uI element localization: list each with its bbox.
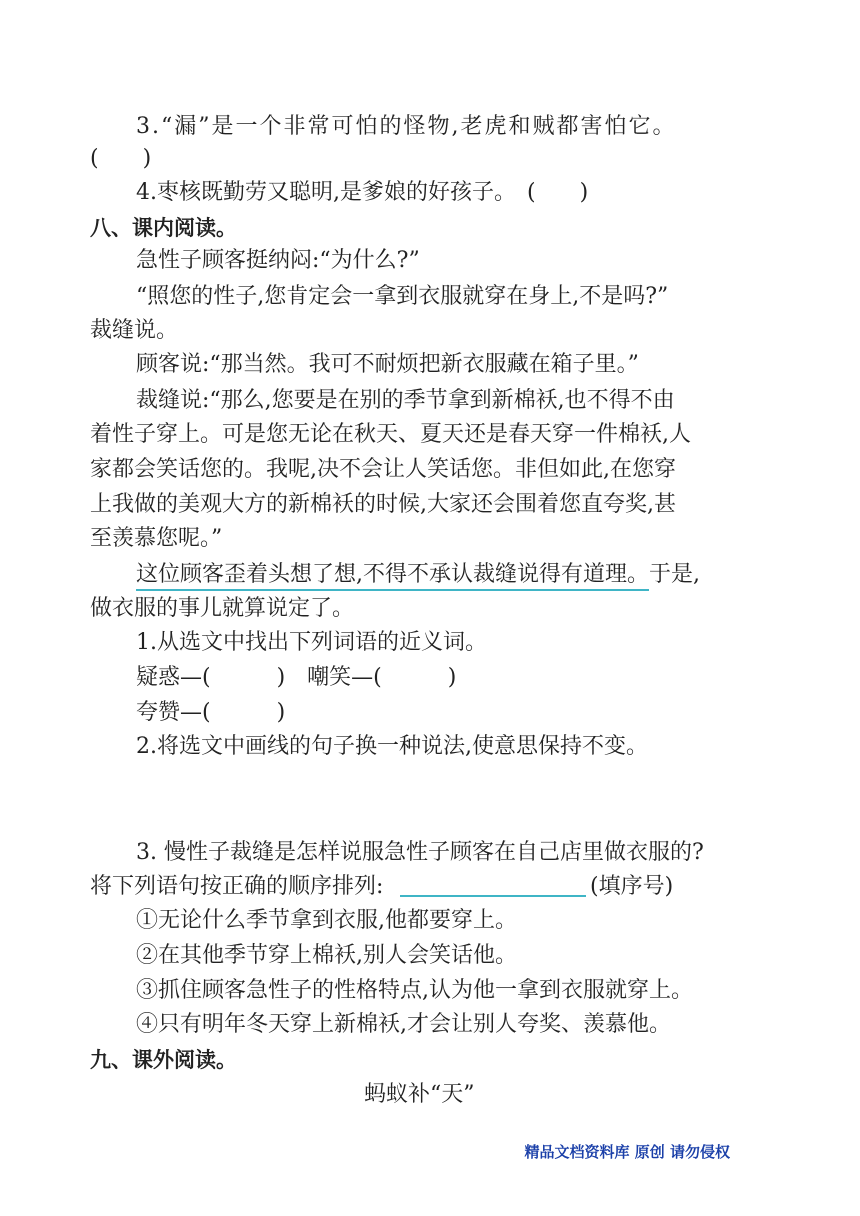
reading-title: 蚂蚁补“天” [364, 1082, 475, 1107]
passage-p1: 急性子顾客挺纳闷:“为什么?” [136, 248, 420, 273]
passage-p5-line2: 做衣服的事儿就算说定了。 [90, 596, 355, 621]
passage-p4-line5: 至羡慕您呢。” [90, 526, 223, 551]
passage-p4-line3: 家都会笑话您的。我呢,决不会让人笑话您。非但如此,在您穿 [90, 457, 676, 482]
section-9-heading: 九、课外阅读。 [90, 1048, 237, 1072]
option-4: ④只有明年冬天穿上新棉袄,才会让别人夸奖、羡慕他。 [136, 1012, 671, 1037]
question-7-3: 3.“漏”是一个非常可怕的怪物,老虎和贼都害怕它。 [136, 114, 677, 139]
passage-p4-line2: 着性子穿上。可是您无论在秋天、夏天还是春天穿一件棉袄,人 [90, 422, 691, 447]
question-8-3-line1: 3. 慢性子裁缝是怎样说服急性子顾客在自己店里做衣服的? [136, 840, 704, 865]
question-8-1: 1.从选文中找出下列词语的近义词。 [136, 630, 487, 655]
passage-p2-line1: “照您的性子,您肯定会一拿到衣服就穿在身上,不是吗?” [136, 284, 669, 309]
question-8-3-line2b: (填序号) [590, 874, 674, 899]
passage-p4-line1: 裁缝说:“那么,您要是在别的季节拿到新棉袄,也不得不由 [136, 388, 675, 413]
question-8-3-line2a: 将下列语句按正确的顺序排列: [90, 874, 384, 899]
question-8-1-blanks-b: 夸赞—( ) [136, 700, 286, 725]
passage-p4-line4: 上我做的美观大方的新棉袄的时候,大家还会围着您直夸奖,甚 [90, 492, 676, 517]
passage-p5-line1 [136, 560, 700, 590]
question-8-1-blanks-a: 疑惑—( ) 嘲笑—( ) [136, 665, 457, 690]
passage-p3: 顾客说:“那当然。我可不耐烦把新衣服藏在箱子里。” [136, 352, 639, 377]
footer-watermark: 精品文档资料库 原创 请勿侵权 [524, 1143, 730, 1161]
passage-p5-rest: 于是, [649, 562, 700, 587]
option-3: ③抓住顾客急性子的性格特点,认为他一拿到衣服就穿上。 [136, 978, 693, 1003]
question-7-4: 4.枣核既勤劳又聪明,是爹娘的好孩子。 ( ) [136, 180, 589, 205]
question-7-3-paren: ( ) [90, 146, 152, 171]
question-8-2: 2.将选文中画线的句子换一种说法,使意思保持不变。 [136, 734, 648, 759]
option-2: ②在其他季节穿上棉袄,别人会笑话他。 [136, 943, 517, 968]
option-1: ①无论什么季节拿到衣服,他都要穿上。 [136, 908, 517, 933]
passage-p2-line2: 裁缝说。 [90, 318, 179, 343]
answer-blank-line [400, 895, 586, 897]
section-8-heading: 八、课内阅读。 [90, 216, 237, 240]
underlined-sentence: 这位顾客歪着头想了想,不得不承认裁缝说得有道理。 [136, 562, 649, 591]
